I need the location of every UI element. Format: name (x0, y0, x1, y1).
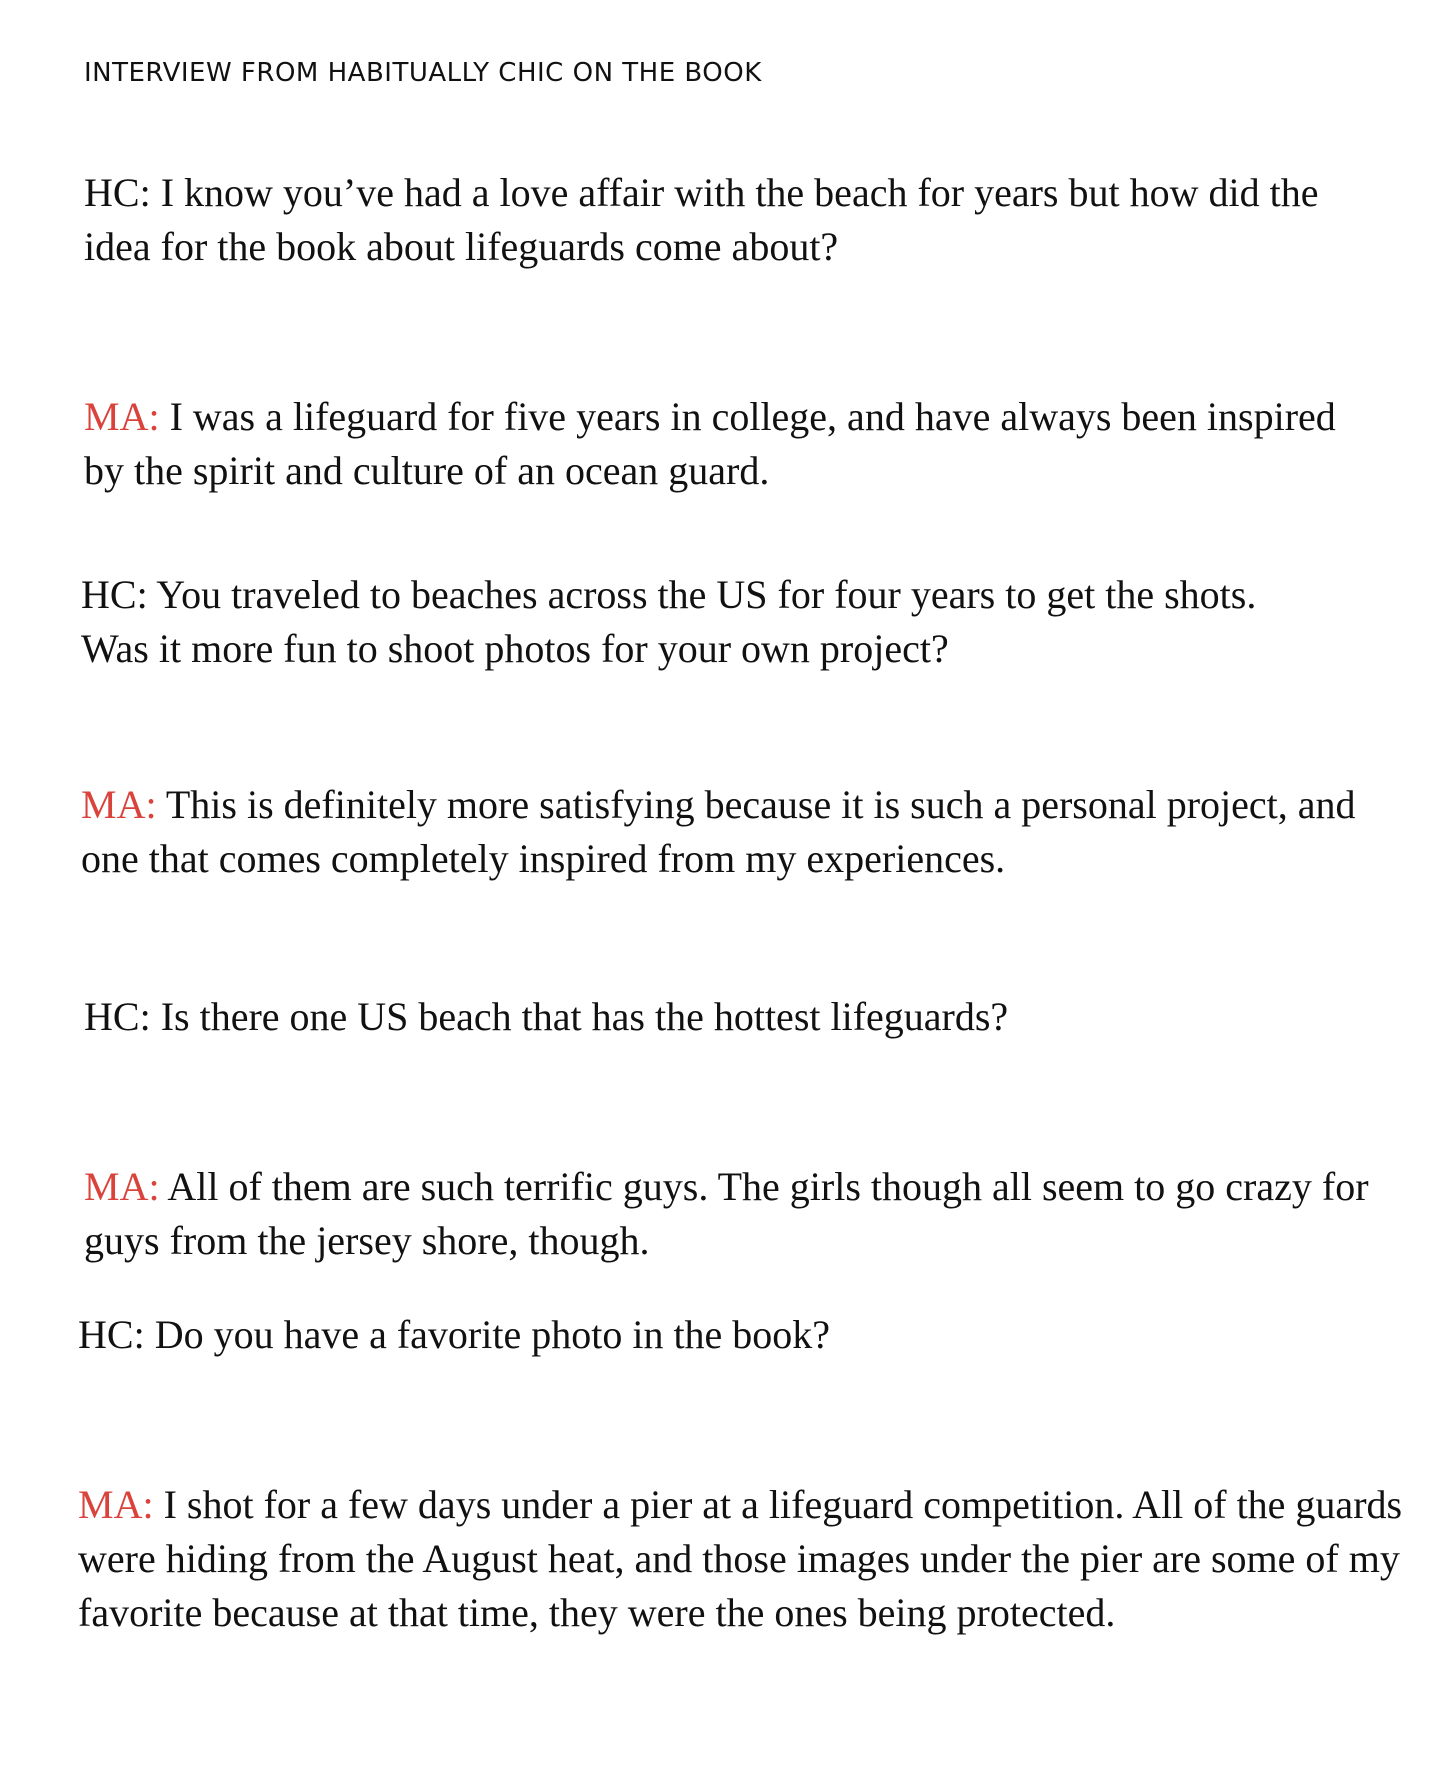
answer-text: I was a lifeguard for five years in college, and have always been inspired by the spirit and culture of an ocean guard. (84, 394, 1336, 493)
question-4 (78, 1308, 1378, 1362)
question-text: Do you have a favorite photo in the book? (154, 1312, 831, 1357)
speaker-ma: MA: (84, 1164, 160, 1209)
answer-2 (81, 778, 1381, 886)
answer-text: All of them are such terrific guys. The girls though all seem to go crazy for guys from the jersey shore, though. (84, 1164, 1369, 1263)
answer-4 (78, 1478, 1408, 1640)
speaker-hc: HC: (81, 572, 148, 617)
answer-text: I shot for a few days under a pier at a lifeguard competition. All of the guards were hiding from the August heat, and those images under the pier are some of my favorite because at that time, they were the ones being protected. (78, 1482, 1403, 1635)
answer-text: This is definitely more satisfying because it is such a personal project, and one that comes completely inspired from my experiences. (81, 782, 1356, 881)
speaker-hc: HC: (84, 994, 151, 1039)
answer-3 (84, 1160, 1404, 1268)
speaker-hc: HC: (78, 1312, 145, 1357)
speaker-ma: MA: (78, 1482, 154, 1527)
question-text: You traveled to beaches across the US for four years to get the shots. Was it more fun to shoot photos for your own project? (81, 572, 1257, 671)
question-3 (84, 990, 1384, 1044)
question-text: Is there one US beach that has the hottest lifeguards? (160, 994, 1009, 1039)
page-heading: INTERVIEW FROM HABITUALLY CHIC ON THE BOOK (84, 58, 762, 88)
speaker-ma: MA: (81, 782, 157, 827)
answer-1 (84, 390, 1384, 498)
speaker-ma: MA: (84, 394, 160, 439)
speaker-hc: HC: (84, 170, 151, 215)
question-1 (84, 166, 1384, 274)
question-text: I know you’ve had a love affair with the beach for years but how did the idea for the book about lifeguards come about? (84, 170, 1319, 269)
question-2 (81, 568, 1331, 676)
